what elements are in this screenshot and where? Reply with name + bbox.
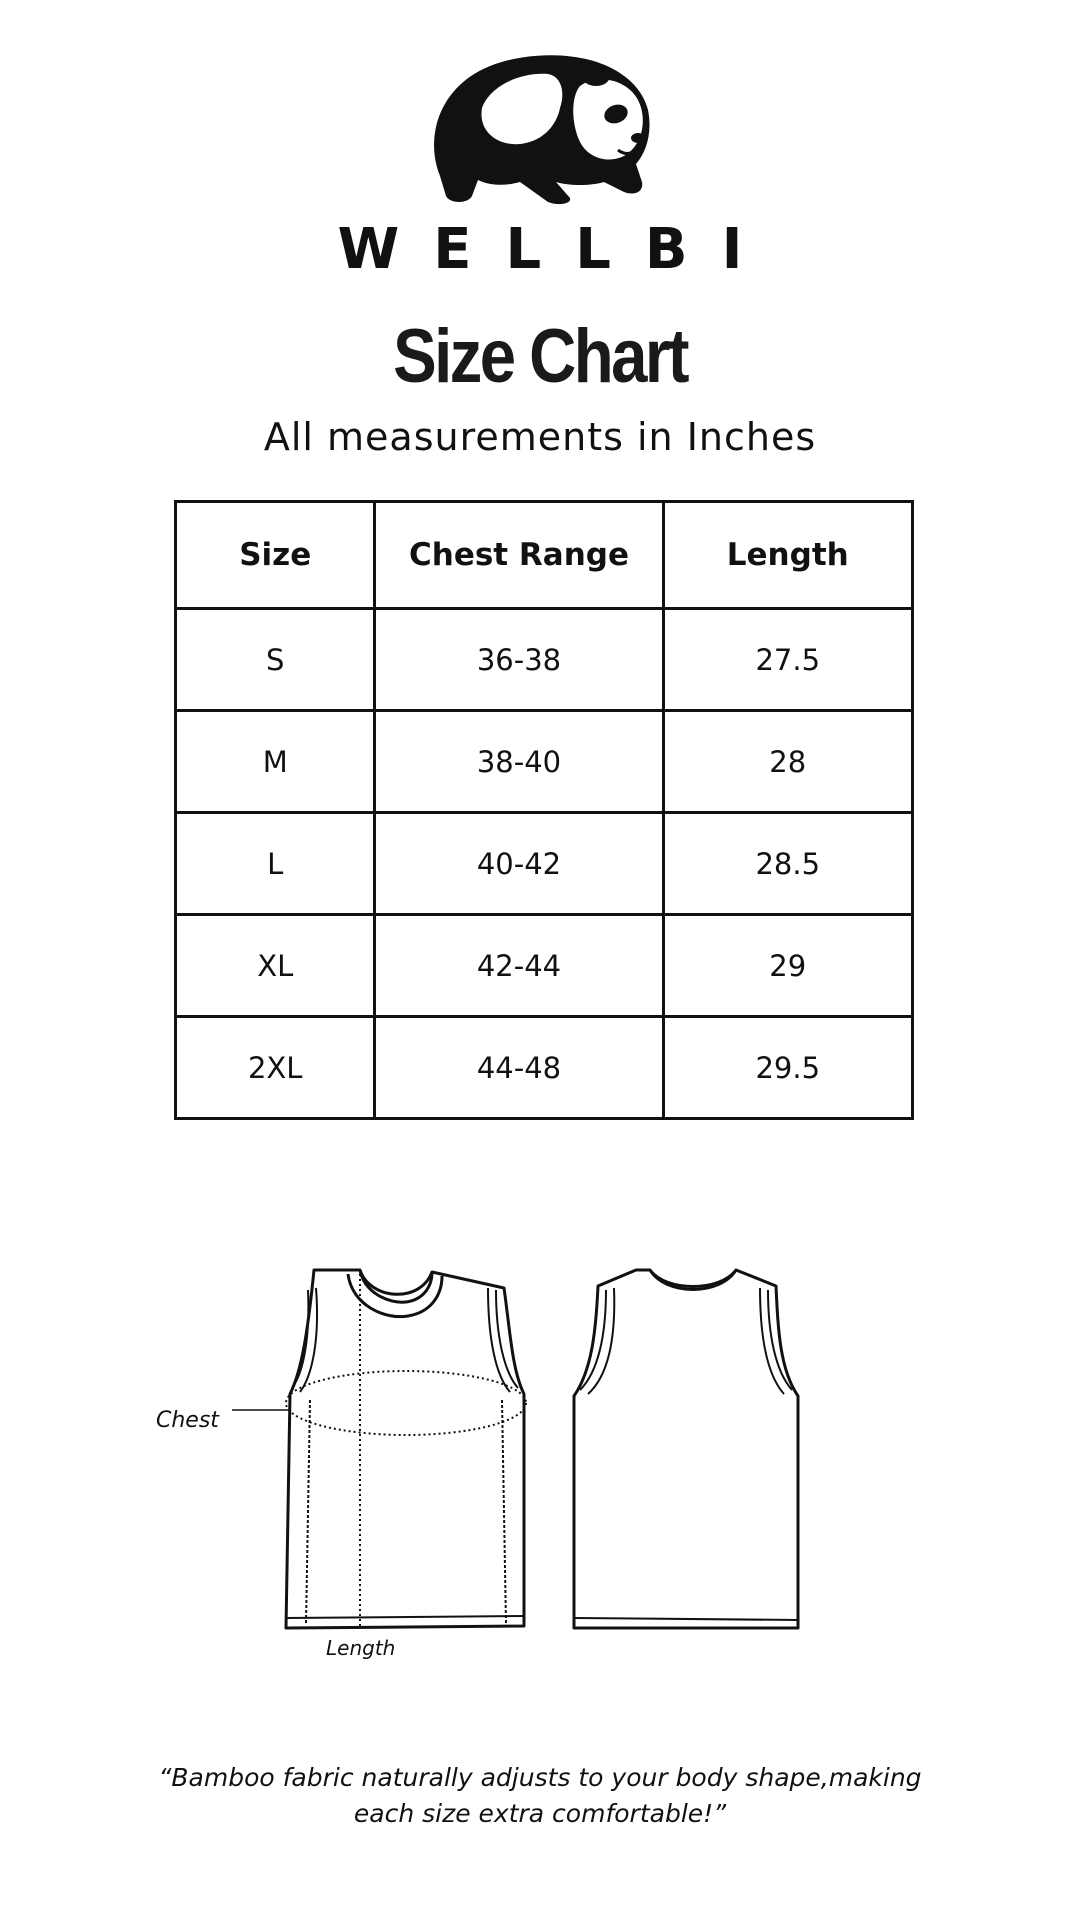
brand-name: WELLBI xyxy=(337,217,777,282)
chest-range-cell: 38-40 xyxy=(375,711,663,813)
chest-range-cell: 44-48 xyxy=(375,1017,663,1119)
chest-range-cell: 40-42 xyxy=(375,813,663,915)
size-cell: M xyxy=(176,711,375,813)
length-label: Length xyxy=(326,1636,396,1660)
table-row xyxy=(176,609,913,711)
length-cell: 27.5 xyxy=(663,609,912,711)
length-cell: 28.5 xyxy=(663,813,912,915)
table-row xyxy=(176,813,913,915)
size-cell: L xyxy=(176,813,375,915)
length-cell: 29.5 xyxy=(663,1017,912,1119)
garment-diagram xyxy=(140,1260,960,1680)
column-header-length: Length xyxy=(663,502,912,609)
column-header-chest-range: Chest Range xyxy=(375,502,663,609)
table-header-row xyxy=(176,502,913,609)
table-row xyxy=(176,1017,913,1119)
chest-range-cell: 42-44 xyxy=(375,915,663,1017)
column-header-size: Size xyxy=(176,502,375,609)
size-table xyxy=(174,500,914,1120)
size-cell: 2XL xyxy=(176,1017,375,1119)
tank-top-front-icon xyxy=(232,1270,526,1628)
size-cell: XL xyxy=(176,915,375,1017)
length-cell: 29 xyxy=(663,915,912,1017)
table-row xyxy=(176,711,913,813)
page-title: Size Chart xyxy=(393,314,687,399)
chest-label: Chest xyxy=(156,1408,219,1433)
chest-range-cell: 36-38 xyxy=(375,609,663,711)
length-cell: 28 xyxy=(663,711,912,813)
table-row xyxy=(176,915,913,1017)
panda-icon xyxy=(420,46,660,206)
size-cell: S xyxy=(176,609,375,711)
tank-top-back-icon xyxy=(574,1270,798,1628)
page-subtitle: All measurements in Inches xyxy=(263,415,817,459)
footer-quote: “Bamboo fabric naturally adjusts to your body shape,making each size extra comfortable!” xyxy=(158,1763,922,1828)
